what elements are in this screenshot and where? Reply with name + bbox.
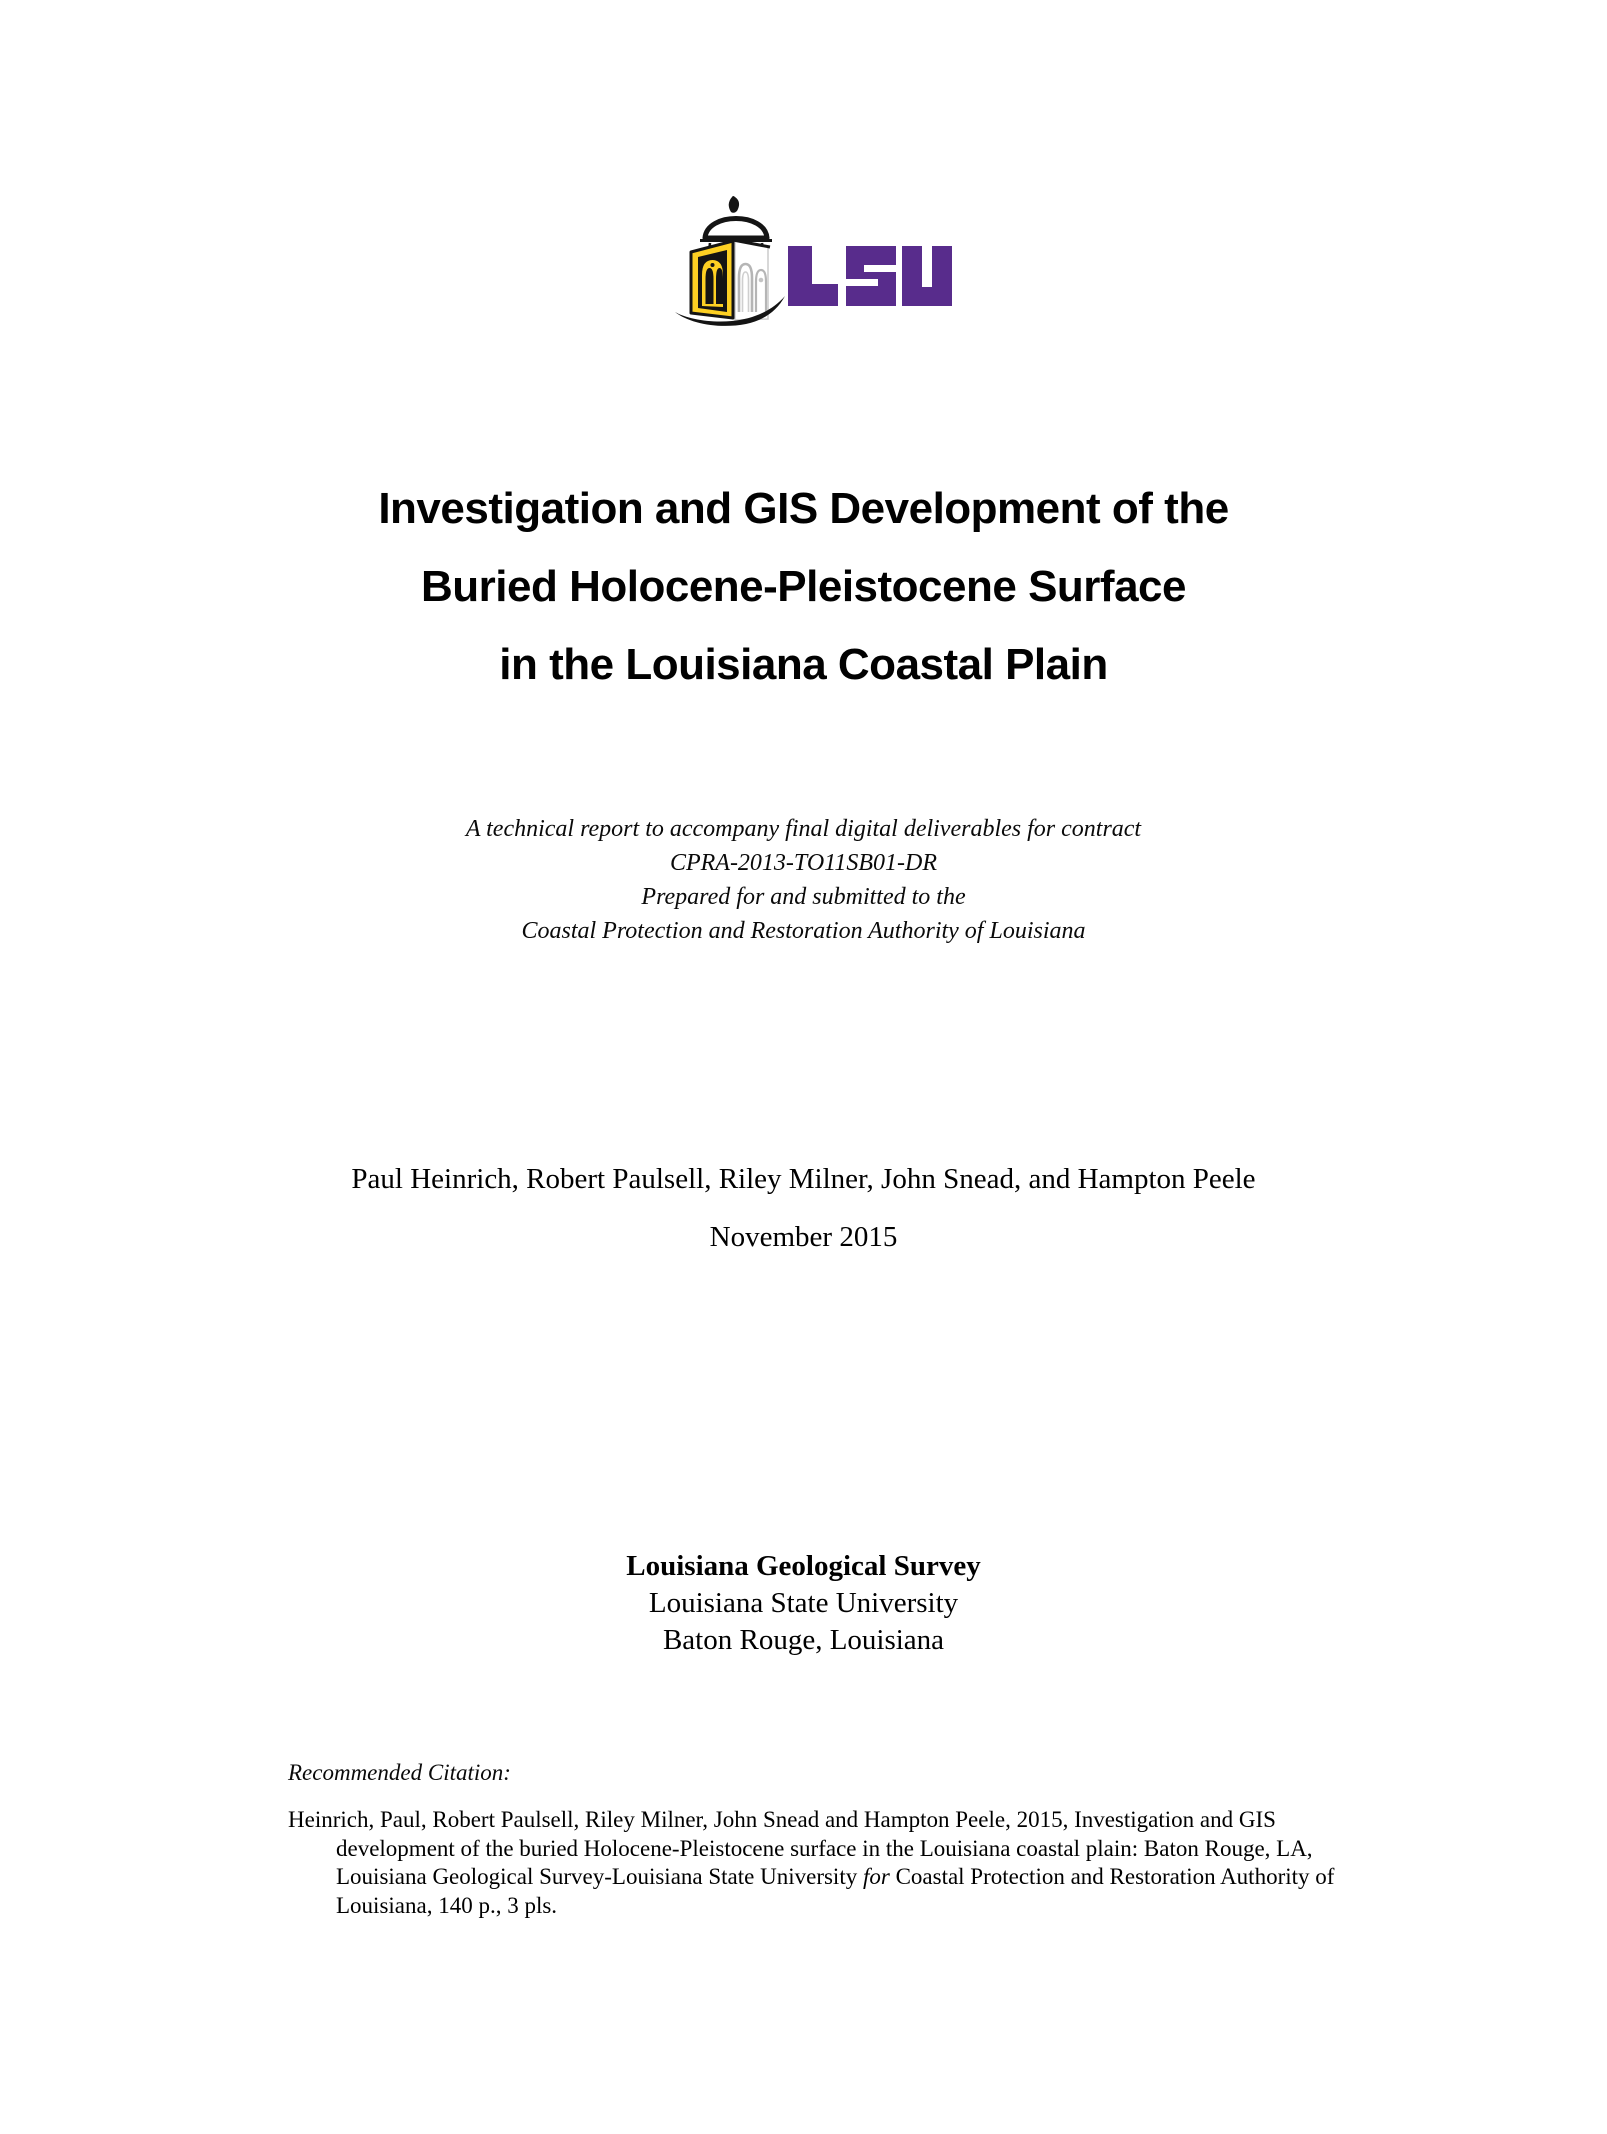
memorial-tower-icon: [675, 196, 785, 326]
contract-subtitle: [0, 812, 1607, 948]
subtitle-line4: Coastal Protection and Restoration Authority of Louisiana: [521, 918, 1086, 944]
lsu-wordmark: [788, 246, 952, 306]
contract-number: CPRA-2013-TO11SB01-DR: [669, 850, 938, 876]
recommended-citation-label: Recommended Citation:: [288, 1760, 511, 1785]
citation-text-part1: Heinrich, Paul, Robert Paulsell, Riley Milner, John Snead and Hampton Peele, 2015, Investigation and GIS development of the buried Holocene-Pleistocene surface in the Louisiana coastal plain: Baton Rouge, LA, Louisiana Geological Survey-Louisiana State University: [288, 1807, 1313, 1889]
report-title: [0, 470, 1607, 704]
citation-for-word: for: [862, 1864, 890, 1889]
authors-line: Paul Heinrich, Robert Paulsell, Riley Milner, John Snead, and Hampton Peele: [351, 1163, 1256, 1195]
subtitle-line1: A technical report to accompany final digital deliverables for contract: [465, 816, 1142, 842]
institution-university: Louisiana State University: [648, 1587, 959, 1619]
institution-block: [0, 1548, 1607, 1659]
report-title-line2: Buried Holocene-Pleistocene Surface: [421, 562, 1186, 611]
report-title-line1: Investigation and GIS Development of the: [378, 484, 1229, 533]
publication-date: November 2015: [709, 1221, 898, 1253]
subtitle-line3: Prepared for and submitted to the: [641, 884, 966, 910]
lsu-logo-graphic: [672, 193, 962, 333]
institution-survey: Louisiana Geological Survey: [626, 1550, 981, 1582]
institution-city: Baton Rouge, Louisiana: [662, 1624, 945, 1656]
citation-paragraph: [288, 1806, 1373, 1920]
lsu-logo: [672, 193, 962, 333]
report-title-line3: in the Louisiana Coastal Plain: [499, 640, 1108, 689]
citation-text-part2: Coastal Protection and Restoration Authority of Louisiana, 140 p., 3 pls.: [336, 1864, 1335, 1918]
